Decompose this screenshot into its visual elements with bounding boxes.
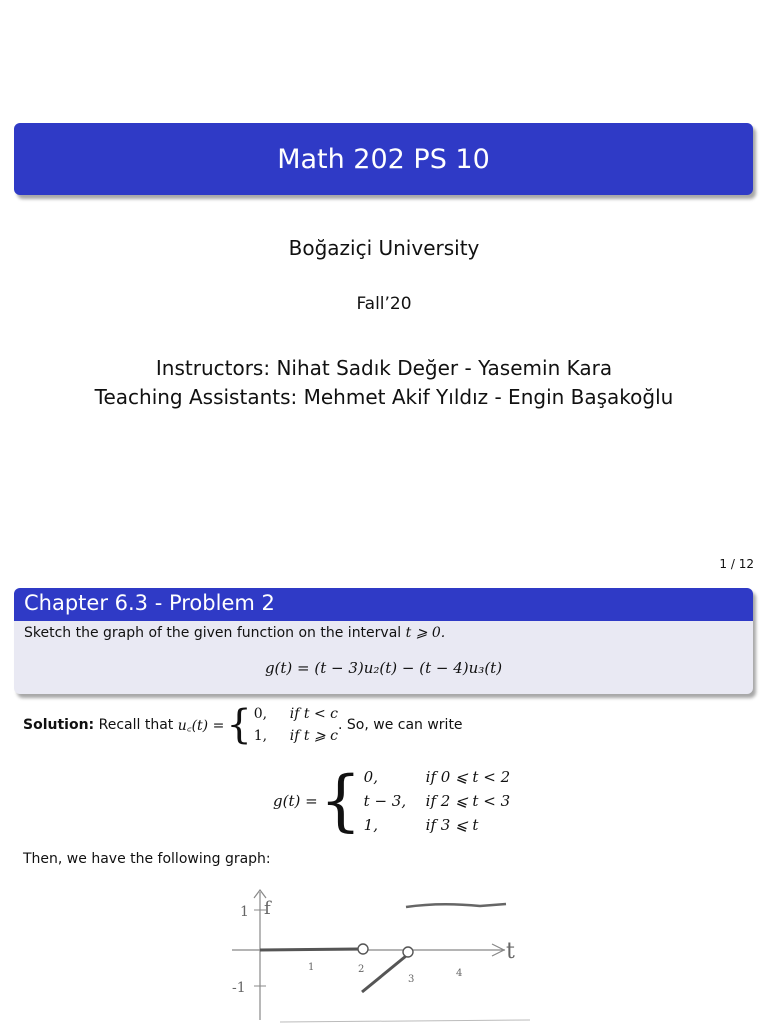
x-label-1: 1 bbox=[308, 962, 315, 973]
g-case-row: 0, if 0 ⩽ t < 2 bbox=[363, 768, 511, 786]
page-number: 1 / 12 bbox=[719, 557, 754, 571]
problem-equation: g(t) = (t − 3)u₂(t) − (t − 4)u₃(t) bbox=[264, 659, 503, 677]
teaching-assistants-line: Teaching Assistants: Mehmet Akif Yıldız - Engin Başakoğlu bbox=[94, 385, 674, 409]
slide-title: Math 202 PS 10 bbox=[277, 143, 490, 175]
open-circle bbox=[358, 944, 368, 954]
x-label-2: 2 bbox=[358, 964, 365, 975]
instructors-line: Instructors: Nihat Sadık Değer - Yasemin Kara bbox=[155, 356, 613, 380]
y-label-top: 1 bbox=[240, 904, 249, 920]
recall-text: Recall that bbox=[98, 717, 174, 733]
recall-lhs: u꜀(t) = bbox=[177, 717, 225, 734]
g-piecewise bbox=[273, 762, 511, 839]
problem-block bbox=[14, 588, 753, 694]
recall-after: . So, we can write bbox=[337, 717, 463, 733]
segment-zero bbox=[260, 949, 358, 950]
title-bar bbox=[14, 123, 753, 195]
university-name: Boğaziçi University bbox=[288, 236, 480, 260]
block-title: Chapter 6.3 - Problem 2 bbox=[14, 588, 753, 621]
recall-case-row: 0, if t < c bbox=[253, 706, 338, 722]
problem-text: Sketch the graph of the given function on the interval bbox=[24, 625, 402, 641]
solution-line bbox=[23, 703, 463, 747]
f-axis-label: f bbox=[264, 898, 271, 919]
hand-drawn-graph bbox=[220, 880, 540, 1024]
then-text: Then, we have the following graph: bbox=[23, 851, 271, 867]
block-body bbox=[14, 621, 753, 681]
y-label-bottom: -1 bbox=[232, 980, 246, 996]
problem-condition: t ⩾ 0. bbox=[405, 625, 446, 641]
segment-one bbox=[406, 904, 506, 907]
sketch-line bbox=[280, 1020, 530, 1022]
term: Fall’20 bbox=[356, 294, 412, 314]
left-brace: { bbox=[226, 702, 252, 748]
x-label-4: 4 bbox=[456, 968, 463, 979]
g-case-row: t − 3, if 2 ⩽ t < 3 bbox=[363, 792, 511, 810]
g-lhs: g(t) = bbox=[273, 792, 318, 810]
x-label-3: 3 bbox=[408, 974, 415, 985]
left-brace: { bbox=[319, 762, 362, 839]
recall-case-row: 1, if t ⩾ c bbox=[253, 728, 338, 744]
g-case-row: 1, if 3 ⩽ t bbox=[363, 816, 479, 834]
segment-linear bbox=[362, 956, 406, 992]
solution-label: Solution: bbox=[23, 717, 95, 733]
recall-cases bbox=[254, 703, 338, 747]
t-axis-label: t bbox=[506, 939, 515, 964]
open-circle bbox=[403, 947, 413, 957]
g-cases bbox=[364, 765, 510, 837]
